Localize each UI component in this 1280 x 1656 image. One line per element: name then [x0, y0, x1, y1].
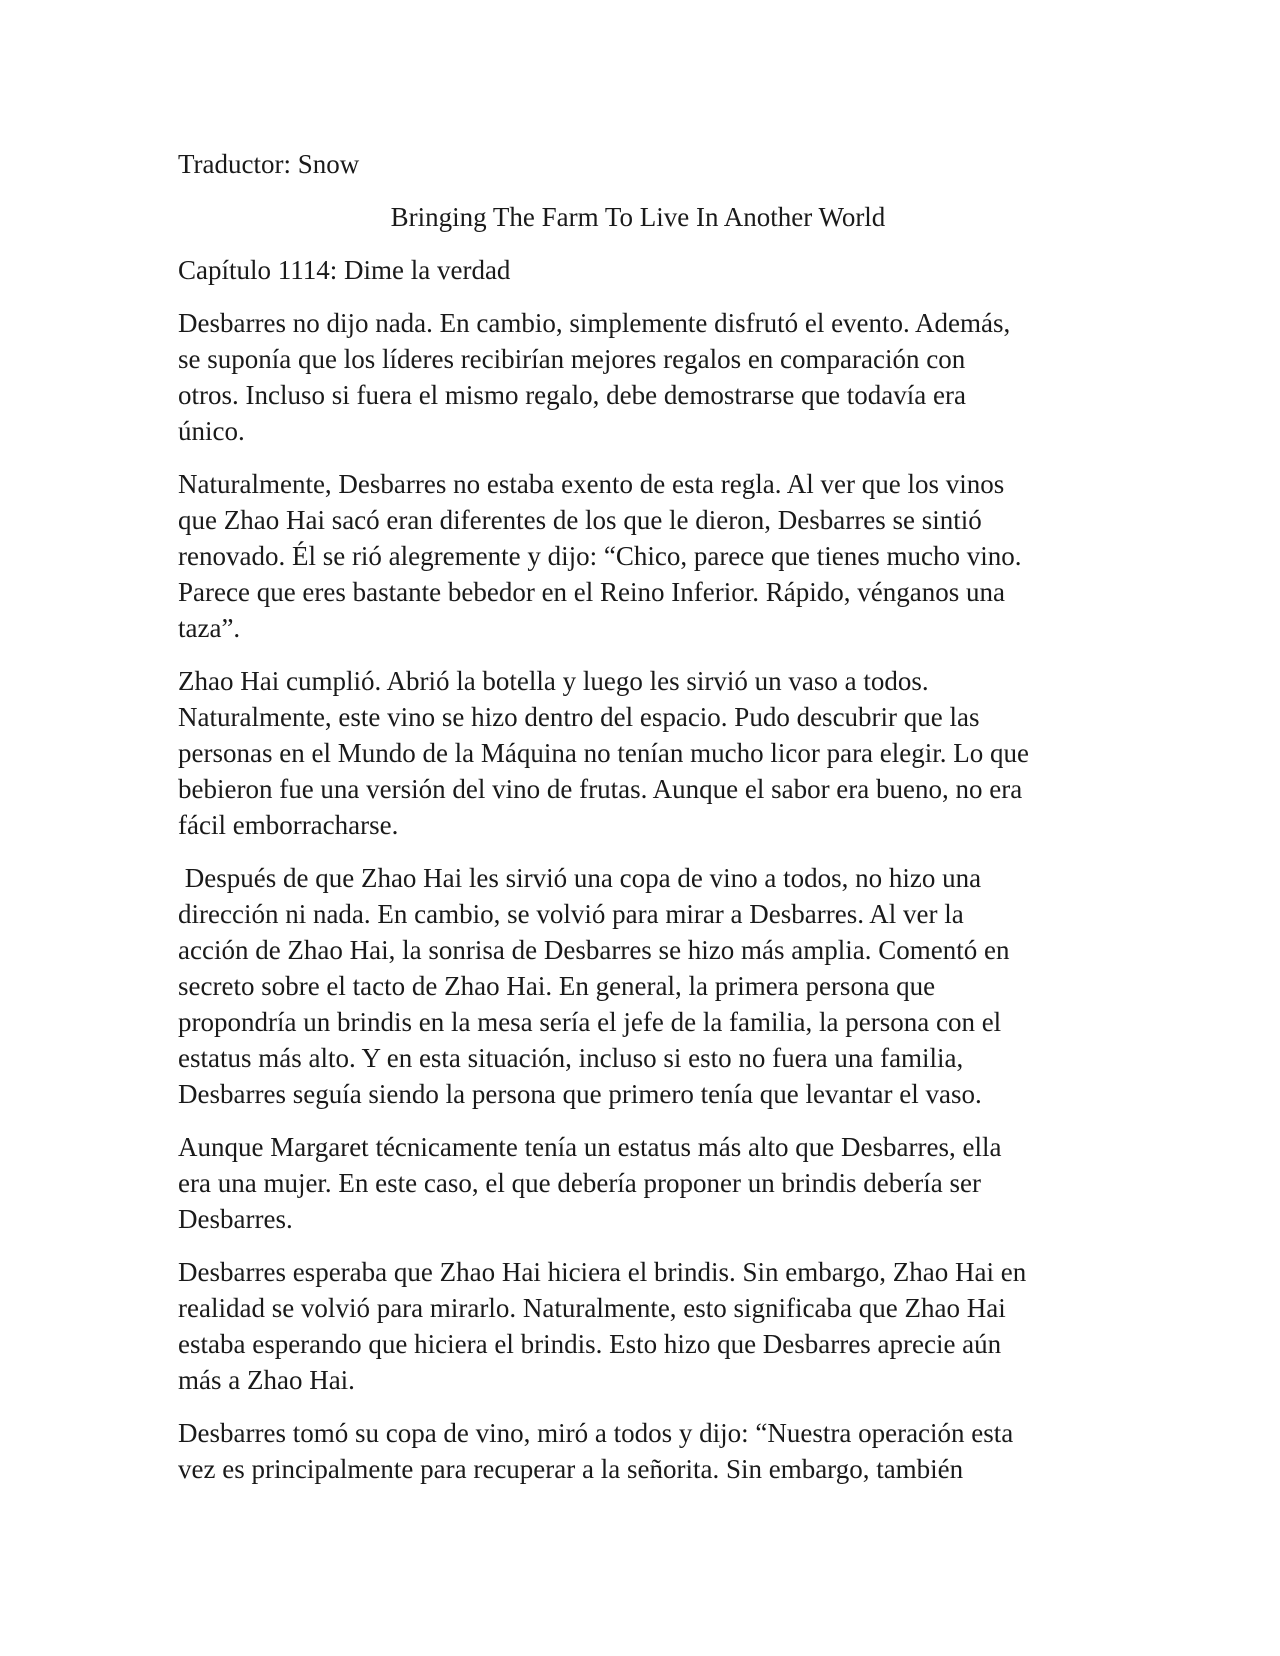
paragraph-line: estatus más alto. Y en esta situación, incluso si esto no fuera una familia,	[178, 1043, 964, 1073]
paragraph-line: secreto sobre el tacto de Zhao Hai. En general, la primera persona que	[178, 971, 936, 1001]
paragraph-line: vez es principalmente para recuperar a la señorita. Sin embargo, también	[178, 1454, 964, 1484]
paragraph-line: Naturalmente, Desbarres no estaba exento de esta regla. Al ver que los vinos	[178, 469, 1005, 499]
paragraph-line: propondría un brindis en la mesa sería el jefe de la familia, la persona con el	[178, 1007, 1002, 1037]
translator-credit: Traductor: Snow	[178, 149, 360, 179]
paragraph-line: Desbarres.	[178, 1204, 293, 1234]
paragraph	[178, 305, 1098, 449]
paragraph-line: más a Zhao Hai.	[178, 1365, 355, 1395]
paragraph-line: fácil emborracharse.	[178, 810, 399, 840]
paragraph-line: estaba esperando que hiciera el brindis. Esto hizo que Desbarres aprecie aún	[178, 1329, 1002, 1359]
chapter-title: Capítulo 1114: Dime la verdad	[178, 255, 511, 285]
paragraph-line: realidad se volvió para mirarlo. Naturalmente, esto significaba que Zhao Hai	[178, 1293, 1006, 1323]
paragraph-line: taza”.	[178, 613, 241, 643]
paragraph-line: otros. Incluso si fuera el mismo regalo, debe demostrarse que todavía era	[178, 380, 966, 410]
paragraph-list	[178, 305, 1098, 1487]
paragraph-line: Aunque Margaret técnicamente tenía un estatus más alto que Desbarres, ella	[178, 1132, 1002, 1162]
paragraph	[178, 663, 1098, 843]
paragraph-line: dirección ni nada. En cambio, se volvió para mirar a Desbarres. Al ver la	[178, 899, 964, 929]
paragraph-line: acción de Zhao Hai, la sonrisa de Desbarres se hizo más amplia. Comentó en	[178, 935, 1010, 965]
paragraph-line: Después de que Zhao Hai les sirvió una copa de vino a todos, no hizo una	[178, 863, 982, 893]
paragraph-line: se suponía que los líderes recibirían mejores regalos en comparación con	[178, 344, 966, 374]
document-body	[178, 146, 1098, 1504]
book-title: Bringing The Farm To Live In Another World	[390, 202, 886, 232]
paragraph-line: Zhao Hai cumplió. Abrió la botella y luego les sirvió un vaso a todos.	[178, 666, 929, 696]
paragraph-line: Desbarres esperaba que Zhao Hai hiciera el brindis. Sin embargo, Zhao Hai en	[178, 1257, 1027, 1287]
paragraph-line: Desbarres no dijo nada. En cambio, simplemente disfrutó el evento. Además,	[178, 308, 1011, 338]
paragraph-line: Desbarres tomó su copa de vino, miró a todos y dijo: “Nuestra operación esta	[178, 1418, 1014, 1448]
paragraph-line: Parece que eres bastante bebedor en el Reino Inferior. Rápido, vénganos una	[178, 577, 1005, 607]
paragraph-line: Desbarres seguía siendo la persona que primero tenía que levantar el vaso.	[178, 1079, 982, 1109]
paragraph-line: único.	[178, 416, 245, 446]
paragraph	[178, 1415, 1098, 1487]
paragraph-line: personas en el Mundo de la Máquina no tenían mucho licor para elegir. Lo que	[178, 738, 1029, 768]
paragraph	[178, 860, 1098, 1112]
paragraph	[178, 1254, 1098, 1398]
paragraph-line: que Zhao Hai sacó eran diferentes de los que le dieron, Desbarres se sintió	[178, 505, 982, 535]
paragraph	[178, 1129, 1098, 1237]
paragraph-line: bebieron fue una versión del vino de frutas. Aunque el sabor era bueno, no era	[178, 774, 1023, 804]
paragraph-line: renovado. Él se rió alegremente y dijo: “Chico, parece que tienes mucho vino.	[178, 541, 1022, 571]
paragraph	[178, 466, 1098, 646]
paragraph-line: era una mujer. En este caso, el que debería proponer un brindis debería ser	[178, 1168, 981, 1198]
paragraph-line: Naturalmente, este vino se hizo dentro del espacio. Pudo descubrir que las	[178, 702, 980, 732]
